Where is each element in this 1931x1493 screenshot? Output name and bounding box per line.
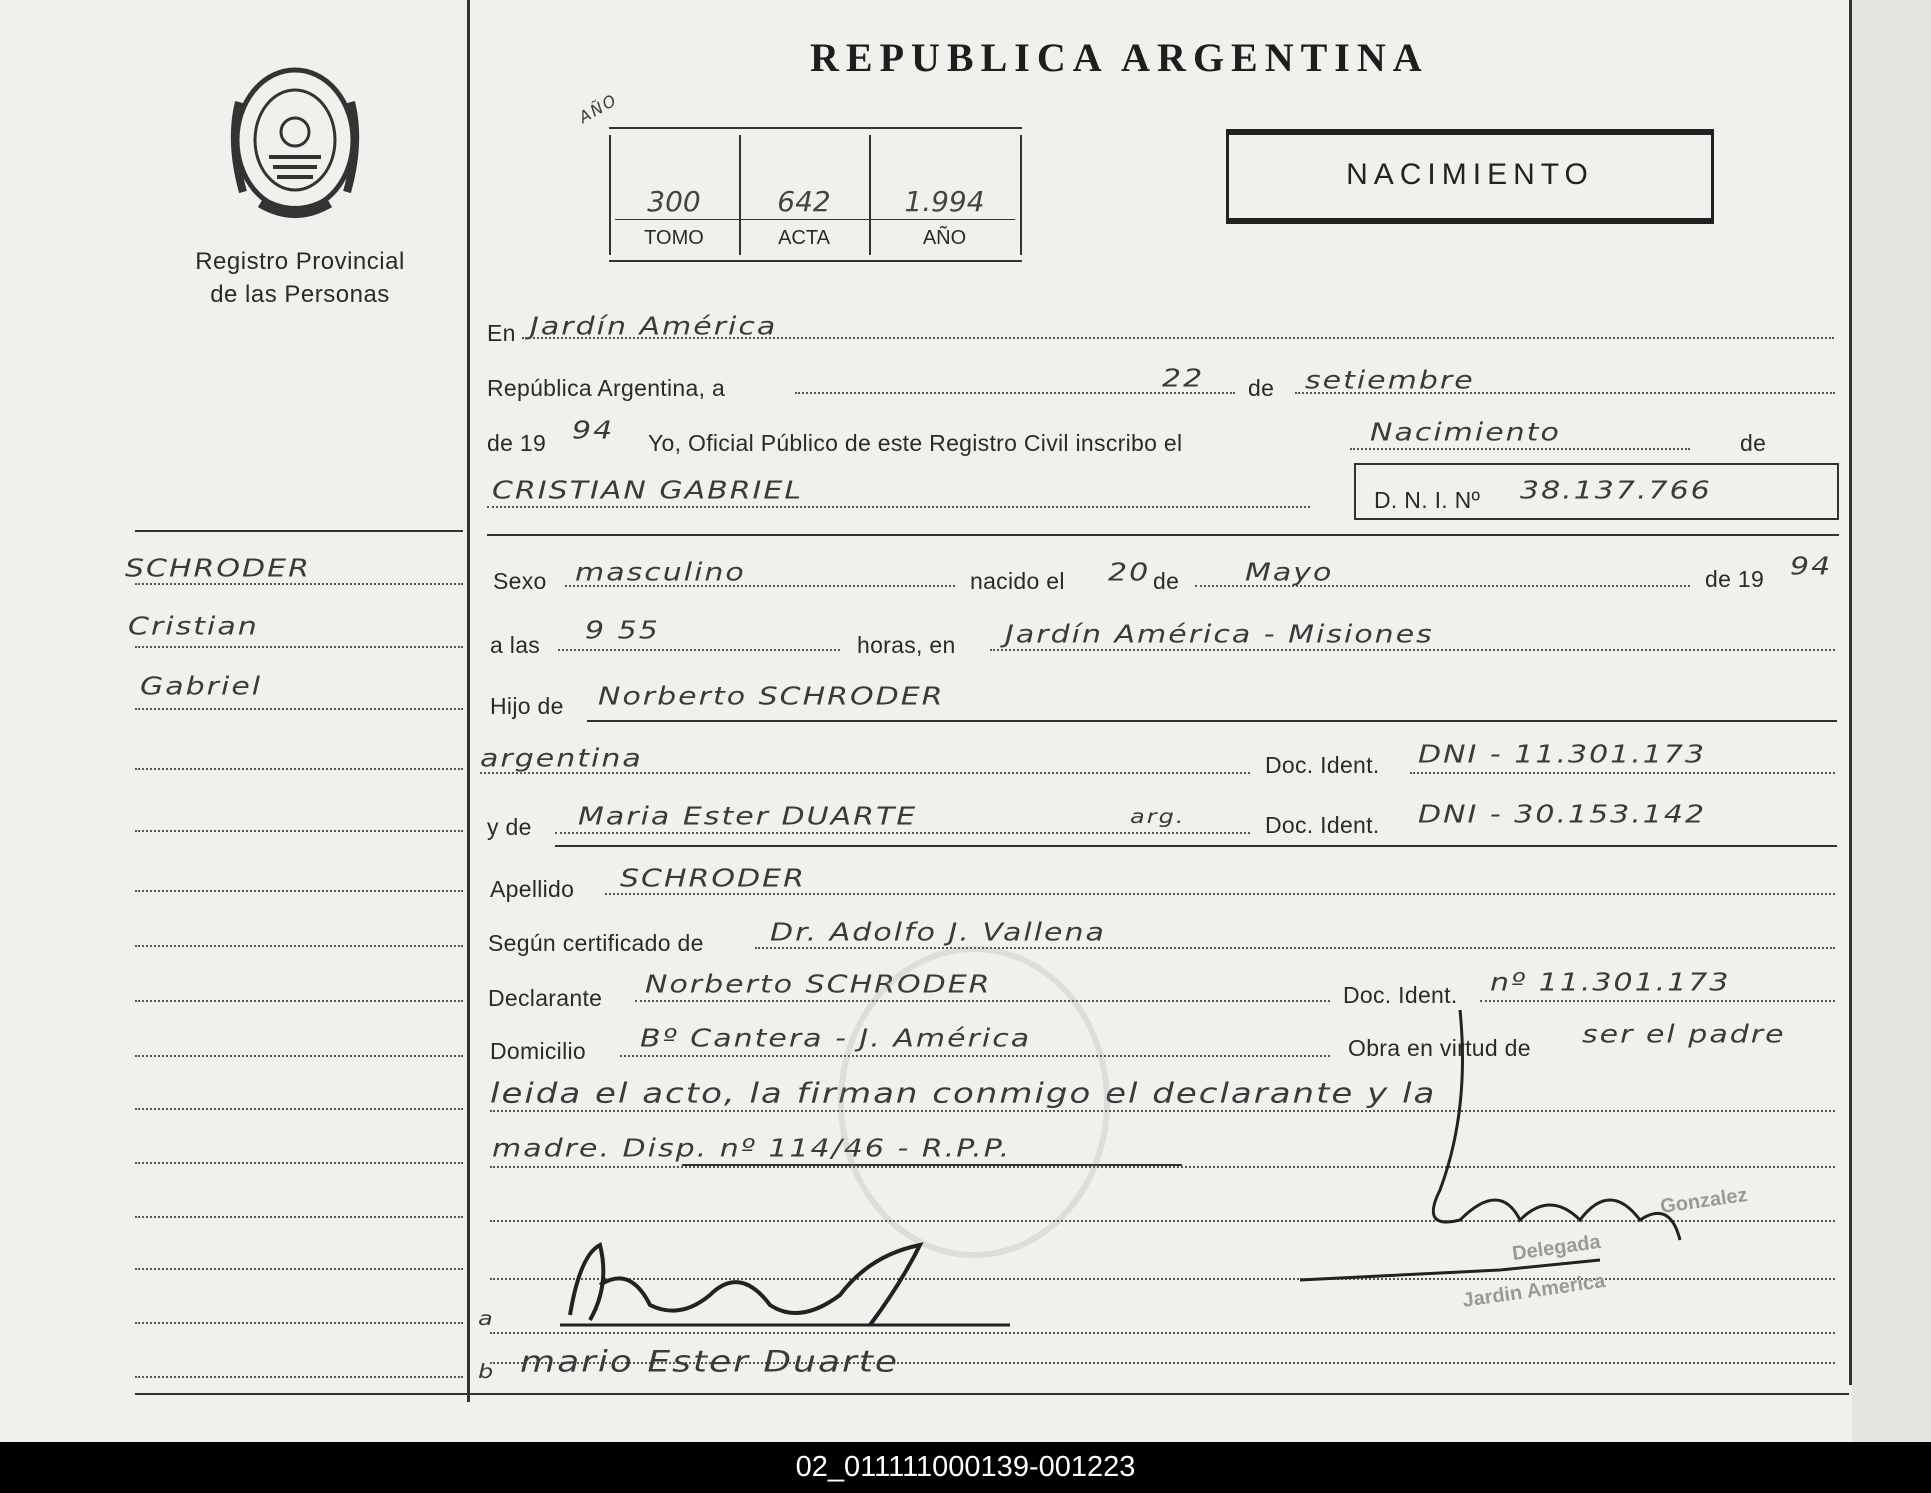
ano-handwritten-mark: AÑO: [575, 89, 621, 127]
horas-label: horas, en: [857, 632, 956, 658]
sidebar-line-13: [135, 1268, 463, 1270]
sidebar-line-8: [135, 1000, 463, 1002]
y-de-label: y de: [487, 814, 532, 840]
dni-value: 38.137.766: [1520, 476, 1712, 505]
refbox-bottom-rule: [609, 260, 1022, 262]
document-title: REPUBLICA ARGENTINA: [810, 35, 1429, 80]
sidebar-line-2: [135, 646, 463, 648]
sidebar-bottom-rule: [135, 1393, 1849, 1395]
doc-ident-label-1: Doc. Ident.: [1265, 752, 1380, 778]
mother-rule: [555, 845, 1837, 847]
refbox-value-rule: [615, 219, 1015, 220]
birth-place-value: Jardín América - Misiones: [1005, 620, 1434, 649]
inscribo-value: Nacimiento: [1370, 418, 1561, 447]
dni-label: D. N. I. Nº: [1374, 487, 1481, 513]
acta-label: ACTA: [778, 227, 830, 249]
en-dotted-line: [522, 337, 1834, 339]
en-value: Jardín América: [530, 312, 778, 341]
birth-month-value: Mayo: [1245, 558, 1334, 587]
misiones-seal-icon: [221, 62, 369, 224]
note-line-1: leida el acto, la firman conmigo el declarante y la: [490, 1077, 1437, 1110]
sidebar-line-6: [135, 890, 463, 892]
declarante-value: Norberto SCHRODER: [645, 970, 992, 999]
father-doc-value: DNI - 11.301.173: [1418, 740, 1707, 769]
mother-value: Maria Ester DUARTE: [578, 802, 918, 831]
ano-label: AÑO: [922, 227, 967, 249]
yo-text: Yo, Oficial Público de este Registro Civil inscribo el: [648, 430, 1183, 456]
obra-label: Obra en virtud de: [1348, 1035, 1531, 1061]
official-stamp-line-3: Jardin America: [1461, 1270, 1607, 1312]
segun-value: Dr. Adolfo J. Vallena: [770, 918, 1106, 947]
declarante-doc-value: nº 11.301.173: [1490, 968, 1731, 997]
ano-value: 1.994: [904, 185, 985, 218]
obra-value: ser el padre: [1582, 1020, 1786, 1049]
mother-dotted-line: [555, 832, 1250, 834]
official-stamp-line-2: Delegada: [1510, 1230, 1602, 1266]
nacido-label: nacido el: [970, 568, 1065, 594]
sidebar-line-14: [135, 1322, 463, 1324]
sidebar-line-10: [135, 1108, 463, 1110]
sidebar-name2: Gabriel: [140, 672, 263, 701]
refbox-col-4: [1020, 135, 1022, 255]
sig-prefix-b: b: [478, 1360, 496, 1383]
de-label-1: de: [1248, 375, 1275, 401]
month-dotted-line: [1295, 392, 1835, 394]
birth-year-value: 94: [1790, 552, 1833, 581]
mother-nat-value: arg.: [1130, 805, 1186, 828]
document-code-bar: [0, 1442, 1931, 1493]
father-rule: [587, 720, 1837, 722]
sidebar-line-1: [135, 583, 463, 585]
apellido-label: Apellido: [490, 876, 575, 902]
year-value: 94: [572, 416, 615, 445]
segun-dotted-line: [755, 947, 1835, 949]
doc-ident-label-2: Doc. Ident.: [1265, 812, 1380, 838]
en-label: En: [487, 320, 516, 346]
sidebar-surname: SCHRODER: [125, 554, 311, 583]
section-rule: [487, 534, 1839, 536]
mother-signature: mario Ester Duarte: [520, 1345, 900, 1379]
domicilio-value: Bº Cantera - J. América: [640, 1024, 1032, 1053]
tomo-value: 300: [647, 185, 701, 218]
month-value: setiembre: [1305, 366, 1475, 395]
day-value: 22: [1162, 364, 1205, 393]
inscribo-dotted-line: [1350, 448, 1690, 450]
birth-month-dotted-line: [1195, 585, 1690, 587]
registro-line-2: de las Personas: [210, 281, 390, 308]
year-prefix: de 19: [487, 430, 547, 456]
a-las-label: a las: [490, 632, 541, 658]
sidebar-name1: Cristian: [128, 612, 259, 641]
sidebar-section-rule: [135, 530, 463, 532]
full-name-value: CRISTIAN GABRIEL: [492, 476, 804, 505]
segun-label: Según certificado de: [488, 930, 704, 956]
left-column-divider: [467, 0, 470, 1402]
birth-place-dotted-line: [990, 649, 1835, 651]
domicilio-label: Domicilio: [490, 1038, 586, 1064]
de-label-3: de: [1153, 568, 1180, 594]
republica-label: República Argentina, a: [487, 375, 726, 401]
de-label-2: de: [1740, 430, 1767, 456]
sidebar-line-4: [135, 768, 463, 770]
sidebar-line-3: [135, 708, 463, 710]
registry-reference-box: [609, 127, 1022, 263]
official-stamp-line-1: Gonzalez: [1658, 1184, 1749, 1219]
apellido-dotted-line: [605, 893, 1835, 895]
father-nat-value: argentina: [480, 744, 643, 773]
tomo-label: TOMO: [644, 227, 704, 249]
registro-line-1: Registro Provincial: [195, 248, 405, 275]
father-value: Norberto SCHRODER: [598, 682, 945, 711]
declarante-label: Declarante: [488, 985, 603, 1011]
birth-day-value: 20: [1108, 558, 1151, 587]
sidebar-line-5: [135, 830, 463, 832]
sidebar-line-9: [135, 1055, 463, 1057]
mother-doc-value: DNI - 30.153.142: [1418, 800, 1707, 829]
apellido-value: SCHRODER: [620, 864, 806, 893]
registro-provincial-label: [150, 245, 450, 311]
sexo-value: masculino: [575, 558, 746, 587]
sidebar-line-15: [135, 1376, 463, 1378]
hijo-label: Hijo de: [490, 693, 564, 719]
sidebar-line-7: [135, 945, 463, 947]
official-signature-icon: [1300, 990, 1720, 1290]
sexo-dotted-line: [565, 585, 955, 587]
background-edge: [1852, 0, 1931, 1442]
sidebar-line-11: [135, 1162, 463, 1164]
declarante-signature-icon: [540, 1225, 1020, 1345]
doc-ident-label-3: Doc. Ident.: [1343, 982, 1458, 1008]
hour-value: 9 55: [585, 616, 660, 645]
sexo-label: Sexo: [493, 568, 547, 594]
acta-value: 642: [777, 185, 831, 218]
note-line-2: madre. Disp. nº 114/46 - R.P.P.: [492, 1134, 1012, 1163]
birth-year-prefix: de 19: [1705, 566, 1765, 592]
father-doc-dotted-line: [1410, 772, 1835, 774]
official-stamp-icon: [838, 946, 1110, 1258]
hour-dotted-line: [558, 649, 840, 651]
sig-prefix-a: a: [478, 1307, 495, 1330]
document-code: 02_011111000139-001223: [795, 1451, 1136, 1483]
full-name-dotted-line: [487, 506, 1310, 508]
sidebar-line-12: [135, 1216, 463, 1218]
father-nat-dotted-line: [480, 772, 1250, 774]
act-type-box: NACIMIENTO: [1226, 129, 1714, 224]
refbox-top-rule: [609, 127, 1022, 129]
